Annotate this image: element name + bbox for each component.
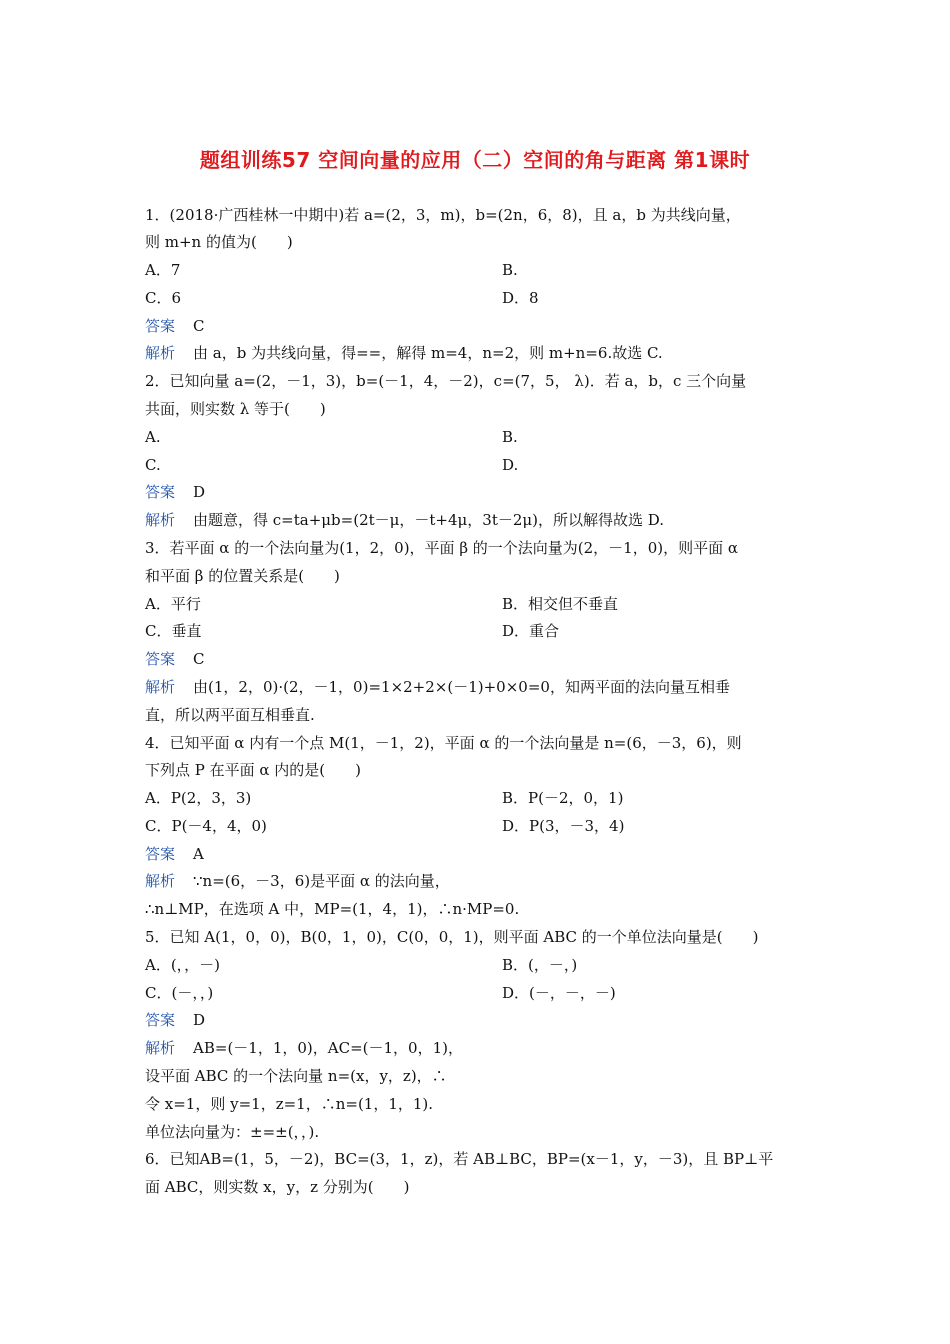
q3-analysis bbox=[145, 677, 810, 697]
q3-stem-line2: 和平面 β 的位置关系是( ) bbox=[145, 567, 340, 585]
q4-answer bbox=[145, 844, 810, 864]
q2-option-a: A. bbox=[145, 428, 161, 446]
answer-label: 答案 bbox=[145, 650, 176, 668]
answer-label: 答案 bbox=[145, 1011, 176, 1029]
q3-analysis-text: 由(1，2，0)·(2，－1，0)=1×2+2×(－1)+0×0=0，知两平面的法向量互相垂 bbox=[193, 678, 730, 696]
q5-stem-line1: 5．已知 A(1，0，0)，B(0，1，0)，C(0，0，1)，则平面 ABC 的一个单位法向量是( ) bbox=[145, 928, 759, 946]
q5-option-c: C．(－，，) bbox=[145, 984, 214, 1002]
q2-answer-value: D bbox=[193, 483, 206, 501]
analysis-label: 解析 bbox=[145, 511, 176, 529]
q4-stem-line1: 4．已知平面 α 内有一个点 M(1，－1，2)，平面 α 的一个法向量是 n=(6，－3，6)，则 bbox=[145, 734, 742, 752]
q4-option-d: D．P(3，－3，4) bbox=[502, 817, 625, 835]
q1-analysis bbox=[145, 343, 810, 363]
q5-option-d: D．(－，－，－) bbox=[502, 984, 616, 1002]
q1-option-a: A．7 bbox=[145, 261, 181, 279]
q1-answer bbox=[145, 316, 810, 336]
q4-stem-line2: 下列点 P 在平面 α 内的是( ) bbox=[145, 761, 361, 779]
q4-option-a: A．P(2，3，3) bbox=[145, 789, 252, 807]
q5-option-a: A．(，，－) bbox=[145, 956, 221, 974]
q5-analysis-text: AB=(－1，1，0)，AC=(－1，0，1)， bbox=[193, 1039, 463, 1057]
analysis-label: 解析 bbox=[145, 1039, 176, 1057]
q3-analysis-line2: 直，所以两平面互相垂直. bbox=[145, 706, 315, 724]
q3-answer bbox=[145, 649, 810, 669]
q5-analysis-line2: 设平面 ABC 的一个法向量 n=(x，y，z)，∴ bbox=[145, 1067, 447, 1085]
q6-stem-line2: 面 ABC，则实数 x，y，z 分别为( ) bbox=[145, 1178, 410, 1196]
q2-option-c: C. bbox=[145, 456, 161, 474]
analysis-label: 解析 bbox=[145, 872, 176, 890]
q1-option-b: B. bbox=[502, 261, 518, 279]
q4-answer-value: A bbox=[193, 845, 204, 863]
q4-analysis-line2: ∴n⊥MP，在选项 A 中，MP=(1，4，1)，∴n·MP=0. bbox=[145, 900, 520, 918]
q3-answer-value: C bbox=[193, 650, 205, 668]
q2-option-b: B. bbox=[502, 428, 518, 446]
q2-answer bbox=[145, 482, 810, 502]
answer-label: 答案 bbox=[145, 845, 176, 863]
page-title: 题组训练57 空间向量的应用（二）空间的角与距离 第1课时 bbox=[199, 148, 751, 172]
q1-option-c: C．6 bbox=[145, 289, 182, 307]
q4-analysis bbox=[145, 871, 810, 891]
q2-option-d: D. bbox=[502, 456, 519, 474]
q2-analysis-text: 由题意，得 c=ta+μb=(2t－μ，－t+4μ，3t－2μ)，所以解得故选 D. bbox=[193, 511, 665, 529]
q1-option-d: D．8 bbox=[502, 289, 539, 307]
q6-stem-line1: 6．已知AB=(1，5，－2)，BC=(3，1，z)，若 AB⊥BC，BP=(x－1，y，－3)，且 BP⊥平 bbox=[145, 1150, 774, 1168]
analysis-label: 解析 bbox=[145, 344, 176, 362]
q4-option-b: B．P(－2，0，1) bbox=[502, 789, 624, 807]
q3-option-c: C．垂直 bbox=[145, 622, 202, 640]
q2-stem-line1: 2．已知向量 a=(2，－1，3)，b=(－1，4，－2)，c=(7，5， λ)．若 a，b，c 三个向量 bbox=[145, 372, 747, 390]
q5-analysis-line4: 单位法向量为：±=±(，，). bbox=[145, 1123, 320, 1141]
q5-answer bbox=[145, 1010, 810, 1030]
q1-analysis-text: 由 a，b 为共线向量，得==，解得 m=4，n=2，则 m+n=6.故选 C. bbox=[193, 344, 663, 362]
q5-analysis bbox=[145, 1038, 810, 1058]
q1-stem-line1: 1．(2018·广西桂林一中期中)若 a=(2，3，m)，b=(2n，6，8)，且 a，b 为共线向量， bbox=[145, 206, 741, 224]
q5-analysis-line3: 令 x=1，则 y=1，z=1，∴n=(1，1，1). bbox=[145, 1095, 434, 1113]
q3-option-a: A．平行 bbox=[145, 595, 201, 613]
q2-stem-line2: 共面，则实数 λ 等于( ) bbox=[145, 400, 326, 418]
analysis-label: 解析 bbox=[145, 678, 176, 696]
q5-option-b: B．(，－，) bbox=[502, 956, 578, 974]
q4-option-c: C．P(－4，4，0) bbox=[145, 817, 267, 835]
answer-label: 答案 bbox=[145, 317, 176, 335]
q4-analysis-text: ∵n=(6，－3，6)是平面 α 的法向量， bbox=[193, 872, 450, 890]
q1-answer-value: C bbox=[193, 317, 205, 335]
answer-label: 答案 bbox=[145, 483, 176, 501]
q3-stem-line1: 3．若平面 α 的一个法向量为(1，2，0)，平面 β 的一个法向量为(2，－1，0)，则平面 α bbox=[145, 539, 738, 557]
q1-stem-line2: 则 m+n 的值为( ) bbox=[145, 233, 293, 251]
q3-option-b: B．相交但不垂直 bbox=[502, 595, 619, 613]
q3-option-d: D．重合 bbox=[502, 622, 560, 640]
q2-analysis bbox=[145, 510, 810, 530]
q5-answer-value: D bbox=[193, 1011, 206, 1029]
